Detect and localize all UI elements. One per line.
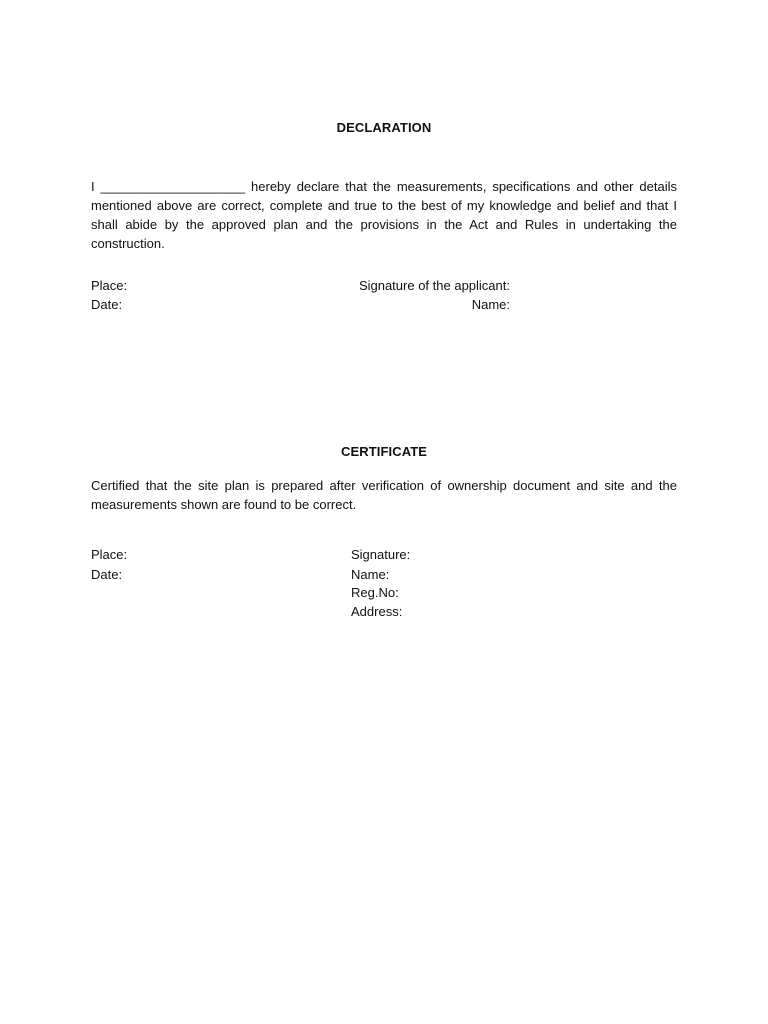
certificate-signature-label: Signature: xyxy=(351,547,411,562)
declaration-body: I ____________________ hereby declare that the measurements, specifications and other details mentioned above are correct, complete and true to the best of my knowledge and belief and that I shall abide by the approved plan and the provisions in the Act and Rules in undertaking the construction. xyxy=(91,179,677,251)
certificate-date-label: Date: xyxy=(91,567,123,582)
certificate-body: Certified that the site plan is prepared after verification of ownership document and site and the measurements shown are found to be correct. xyxy=(91,478,677,512)
declaration-title: DECLARATION xyxy=(336,120,432,135)
certificate-title: CERTIFICATE xyxy=(340,444,428,459)
certificate-name-label: Name: xyxy=(351,567,390,582)
declaration-signature-label: Signature of the applicant: xyxy=(358,278,510,293)
certificate-address-label: Address: xyxy=(351,604,403,619)
certificate-place-label: Place: xyxy=(91,547,128,562)
declaration-place-label: Place: xyxy=(91,278,128,293)
declaration-name-label: Name: xyxy=(471,297,510,312)
certificate-regno-label: Reg.No: xyxy=(351,585,399,600)
declaration-date-label: Date: xyxy=(91,297,123,312)
